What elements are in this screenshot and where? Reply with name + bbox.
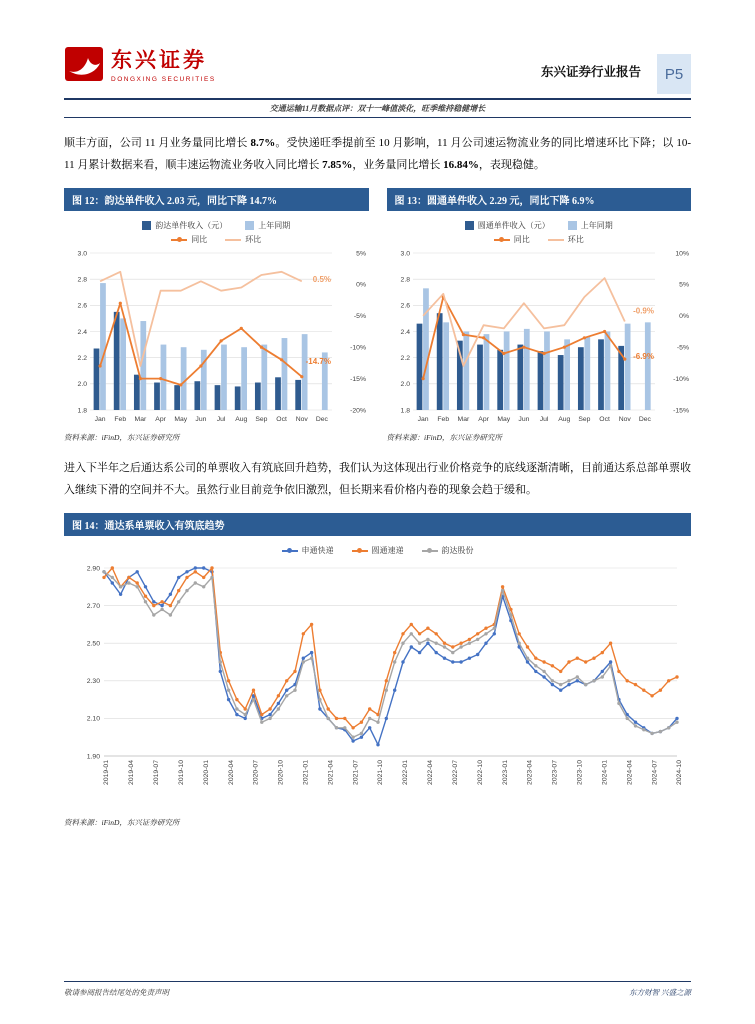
text-segment: ，表现稳健。 (478, 158, 545, 171)
svg-text:2.4: 2.4 (400, 329, 410, 337)
header-right (541, 44, 691, 94)
figure-13-title: 图 13：圆通单件收入 2.29 元，同比下降 6.9% (387, 188, 692, 211)
svg-text:Sep: Sep (255, 416, 268, 424)
legend-line-swatch (352, 550, 368, 552)
svg-text:2019-04: 2019-04 (128, 760, 136, 786)
svg-text:2019-10: 2019-10 (177, 760, 185, 786)
svg-text:2021-10: 2021-10 (377, 760, 385, 786)
highlight-number: 7.85% (322, 158, 353, 171)
svg-text:-5%: -5% (676, 344, 689, 352)
brand (64, 44, 216, 83)
svg-text:1.90: 1.90 (86, 753, 100, 761)
svg-text:Aug: Aug (235, 416, 248, 424)
svg-text:-14.7%: -14.7% (305, 357, 331, 367)
page-footer (64, 981, 691, 998)
legend-row (64, 234, 369, 245)
svg-text:2.0: 2.0 (77, 381, 87, 389)
figure-12-chart (64, 247, 368, 425)
legend-label: 上年同期 (258, 221, 291, 231)
svg-text:2020-10: 2020-10 (277, 760, 285, 786)
page-header (64, 44, 691, 98)
svg-text:-10%: -10% (672, 376, 689, 384)
svg-text:2020-07: 2020-07 (252, 760, 260, 786)
footer-row (64, 982, 691, 998)
brand-logo (64, 46, 104, 82)
svg-text:-15%: -15% (672, 407, 689, 415)
svg-text:2022-07: 2022-07 (452, 760, 459, 786)
paragraph-shunfeng (64, 133, 691, 176)
svg-text:Nov: Nov (618, 416, 631, 424)
svg-text:Jul: Jul (216, 416, 226, 424)
text-segment: ，业务量同比增长 (352, 158, 444, 171)
legend-label: 韵达单件收入（元） (155, 221, 228, 231)
text-segment: 。受快递旺季提前至 10 月影响，11 月公司速运物流业务的同比增速环比下降；以 10-11 月累计数据来看，顺丰速运物流业务收入同比增长 (64, 137, 691, 171)
brand-name-cn: 东兴证券 (111, 48, 207, 72)
report-subtitle: 交通运输11月数据点评：双十一峰值淡化，旺季维持稳健增长 (269, 104, 486, 113)
svg-text:2021-04: 2021-04 (327, 760, 335, 786)
footer-slogan: 东方财智 兴盛之源 (629, 988, 691, 997)
legend-row (387, 234, 692, 245)
svg-text:-10%: -10% (350, 344, 366, 352)
legend-line-swatch (548, 239, 564, 241)
svg-text:2021-01: 2021-01 (302, 760, 310, 786)
figure-13 (387, 188, 692, 443)
svg-text:0%: 0% (678, 313, 689, 321)
svg-text:Mar: Mar (134, 416, 147, 424)
svg-text:Oct: Oct (276, 416, 287, 424)
svg-text:-0.9%: -0.9% (632, 306, 654, 316)
svg-text:2.2: 2.2 (77, 355, 87, 363)
legend-label: 申通快递 (301, 546, 334, 556)
svg-text:2.6: 2.6 (77, 302, 87, 310)
report-type-title: 东兴证券行业报告 (540, 65, 641, 79)
svg-text:3.0: 3.0 (77, 250, 87, 258)
svg-text:0%: 0% (356, 281, 366, 289)
svg-text:Apr: Apr (155, 416, 166, 424)
legend-item (494, 234, 530, 245)
svg-text:Nov: Nov (295, 416, 308, 424)
figure-12-source: 资料来源：iFinD，东兴证券研究所 (64, 433, 180, 443)
svg-text:Dec: Dec (315, 416, 328, 424)
figure-12-title: 图 12：韵达单件收入 2.03 元，同比下降 14.7% (64, 188, 369, 211)
highlight-number: 8.7% (250, 137, 276, 150)
svg-text:2.8: 2.8 (77, 276, 87, 284)
legend-label: 韵达股份 (441, 546, 474, 556)
svg-text:5%: 5% (356, 250, 366, 258)
legend-label: 圆通单件收入（元） (477, 221, 550, 231)
svg-text:Jan: Jan (417, 416, 429, 424)
figure-12 (64, 188, 369, 443)
svg-text:2.8: 2.8 (400, 276, 410, 284)
svg-text:Feb: Feb (114, 416, 127, 424)
svg-text:2.2: 2.2 (400, 355, 410, 363)
svg-text:5%: 5% (678, 281, 689, 289)
legend-line-swatch (225, 239, 241, 241)
legend-item (548, 234, 584, 245)
figure-14-title: 图 14：通达系单票收入有筑底趋势 (64, 513, 691, 536)
figure-14-chart (64, 558, 691, 810)
svg-text:May: May (174, 416, 188, 424)
legend-label: 同比 (513, 235, 530, 245)
svg-text:-5%: -5% (353, 313, 366, 321)
figure-13-source: 资料来源：iFinD，东兴证券研究所 (386, 433, 502, 443)
svg-text:-6.9%: -6.9% (632, 352, 654, 362)
legend-line-swatch (422, 550, 438, 552)
svg-text:2020-04: 2020-04 (227, 760, 235, 786)
svg-text:2023-01: 2023-01 (501, 760, 509, 786)
legend-row (64, 545, 691, 556)
svg-text:3.0: 3.0 (400, 250, 410, 258)
figure-12-legend (64, 211, 369, 247)
legend-item (245, 220, 290, 231)
svg-text:2022-10: 2022-10 (476, 760, 484, 786)
header-divider-bottom (64, 117, 691, 118)
svg-text:2.50: 2.50 (86, 640, 100, 648)
svg-text:10%: 10% (674, 250, 689, 258)
legend-label: 同比 (191, 235, 208, 245)
legend-item (171, 234, 207, 245)
svg-text:2024-04: 2024-04 (626, 760, 634, 786)
figure-13-chart (387, 247, 691, 425)
legend-item (225, 234, 261, 245)
legend-row (64, 220, 369, 231)
figure-row (64, 188, 691, 443)
legend-item (422, 545, 474, 556)
svg-text:May: May (496, 416, 510, 424)
brand-text (111, 44, 216, 83)
svg-text:Sep: Sep (577, 416, 590, 424)
figure-14-source: 资料来源：iFinD，东兴证券研究所 (64, 818, 180, 828)
legend-label: 圆通速递 (371, 546, 404, 556)
legend-label: 环比 (567, 235, 584, 245)
svg-text:-20%: -20% (350, 407, 366, 415)
svg-text:2024-07: 2024-07 (651, 760, 659, 786)
svg-text:2023-04: 2023-04 (526, 760, 534, 786)
svg-text:1.8: 1.8 (77, 407, 87, 415)
legend-bar-swatch (245, 221, 254, 230)
legend-line-swatch (282, 550, 298, 552)
figure-14 (64, 513, 691, 828)
legend-item (352, 545, 404, 556)
svg-text:2.6: 2.6 (400, 302, 410, 310)
svg-text:2.0: 2.0 (400, 381, 410, 389)
legend-bar-swatch (568, 221, 577, 230)
highlight-number: 16.84% (443, 158, 479, 171)
brand-name-en: DONGXING SECURITIES (111, 76, 216, 83)
svg-text:Oct: Oct (598, 416, 610, 424)
svg-text:Jan: Jan (94, 416, 106, 424)
svg-text:2019-07: 2019-07 (153, 760, 160, 786)
text-segment: 顺丰方面，公司 11 月业务量同比增长 (64, 137, 251, 150)
svg-text:Jun: Jun (517, 416, 529, 424)
svg-text:Mar: Mar (457, 416, 469, 424)
svg-text:2019-01: 2019-01 (103, 760, 111, 786)
svg-text:2.90: 2.90 (86, 565, 100, 573)
legend-item (465, 220, 550, 231)
figure-13-legend (387, 211, 692, 247)
svg-text:2.70: 2.70 (86, 603, 100, 611)
legend-bar-swatch (142, 221, 151, 230)
svg-text:2022-01: 2022-01 (402, 760, 410, 786)
legend-item (568, 220, 613, 231)
paragraph-tongda (64, 458, 691, 501)
legend-item (142, 220, 227, 231)
svg-text:2024-10: 2024-10 (676, 760, 684, 786)
svg-text:Jul: Jul (539, 416, 548, 424)
svg-text:2021-07: 2021-07 (352, 760, 360, 786)
svg-text:Aug: Aug (557, 416, 570, 424)
svg-text:2.30: 2.30 (86, 678, 100, 686)
legend-label: 上年同期 (580, 221, 613, 231)
svg-text:2.4: 2.4 (77, 329, 87, 337)
svg-text:Dec: Dec (638, 416, 651, 424)
legend-line-swatch (494, 239, 510, 241)
svg-text:Jun: Jun (195, 416, 207, 424)
svg-text:Apr: Apr (477, 416, 489, 424)
svg-text:1.8: 1.8 (400, 407, 410, 415)
svg-text:2022-04: 2022-04 (427, 760, 435, 786)
legend-line-swatch (171, 239, 187, 241)
svg-text:2023-07: 2023-07 (551, 760, 559, 786)
svg-text:2020-01: 2020-01 (202, 760, 210, 786)
svg-text:Feb: Feb (436, 416, 449, 424)
figure-14-legend (64, 536, 691, 558)
legend-item (282, 545, 334, 556)
footer-disclaimer: 敬请参阅报告结尾处的免责声明 (64, 988, 169, 997)
legend-bar-swatch (465, 221, 474, 230)
legend-row (387, 220, 692, 231)
svg-text:2.10: 2.10 (86, 715, 100, 723)
text-segment: 进入下半年之后通达系公司的单票收入有筑底回升趋势，我们认为这体现出行业价格竞争的底线逐渐清晰，目前通达系总部单票收入继续下滑的空间并不大。虽然行业目前竞争依旧激烈，但长期来看价格内卷的现象会趋于缓和。 (64, 462, 691, 496)
svg-text:0.5%: 0.5% (312, 275, 331, 285)
svg-text:-15%: -15% (350, 376, 366, 384)
svg-text:2023-10: 2023-10 (576, 760, 584, 786)
svg-text:2024-01: 2024-01 (601, 760, 609, 786)
legend-label: 环比 (245, 235, 262, 245)
page-number-badge: P5 (657, 54, 691, 94)
